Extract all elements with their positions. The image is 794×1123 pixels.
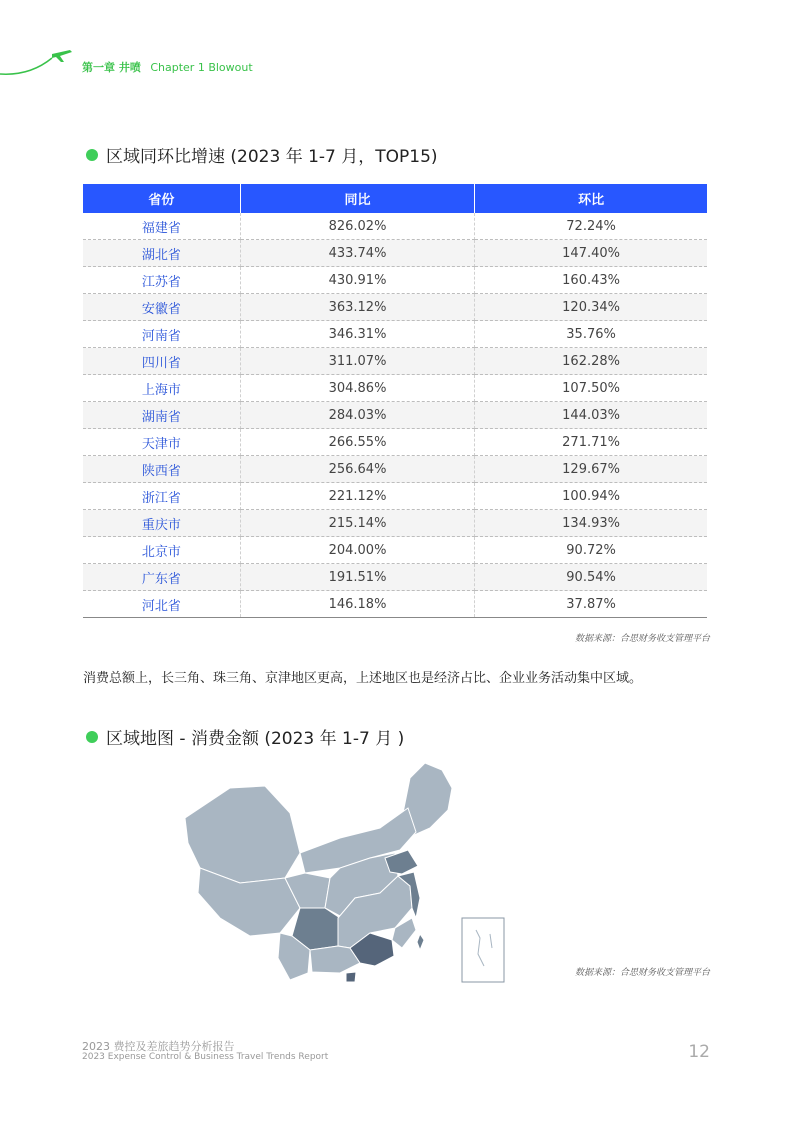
section-title-map-text: 区域地图 - 消费金额 (2023 年 1-7 月 )	[106, 729, 405, 749]
province-cell: 江苏省	[83, 267, 240, 294]
province-cell: 陕西省	[83, 456, 240, 483]
province-cell: 重庆市	[83, 510, 240, 537]
mom-cell: 120.34%	[475, 294, 707, 321]
column-header: 同比	[240, 184, 474, 213]
province-cell: 安徽省	[83, 294, 240, 321]
yoy-cell: 256.64%	[240, 456, 474, 483]
footer-title-cn: 2023 费控及差旅趋势分析报告	[82, 1040, 235, 1053]
chapter-title-cn: 第一章 井喷	[82, 61, 141, 74]
province-cell: 天津市	[83, 429, 240, 456]
province-cell: 湖北省	[83, 240, 240, 267]
map-south-sea-islands	[476, 930, 492, 966]
table-row	[83, 564, 707, 591]
yoy-cell: 215.14%	[240, 510, 474, 537]
mom-cell: 90.72%	[475, 537, 707, 564]
chapter-header	[82, 59, 253, 75]
yoy-cell: 346.31%	[240, 321, 474, 348]
yoy-cell: 221.12%	[240, 483, 474, 510]
section-title-growth	[86, 142, 438, 167]
province-cell: 湖南省	[83, 402, 240, 429]
map-data-source-note: 数据来源：合思财务收支管理平台	[574, 968, 710, 978]
table-row	[83, 294, 707, 321]
yoy-cell: 191.51%	[240, 564, 474, 591]
table-row	[83, 240, 707, 267]
summary-paragraph: 消费总额上，长三角、珠三角、京津地区更高，上述地区也是经济占比、企业业务活动集中区域。	[83, 671, 643, 686]
table-row	[83, 375, 707, 402]
table-row	[83, 537, 707, 564]
growth-table	[83, 184, 707, 618]
section-title-map	[86, 724, 404, 749]
china-region-map	[180, 758, 510, 988]
table-row	[83, 591, 707, 618]
province-cell: 浙江省	[83, 483, 240, 510]
table-row	[83, 456, 707, 483]
yoy-cell: 430.91%	[240, 267, 474, 294]
data-source-note: 数据来源：合思财务收支管理平台	[574, 634, 710, 644]
table-row	[83, 483, 707, 510]
table-row	[83, 267, 707, 294]
mom-cell: 160.43%	[475, 267, 707, 294]
mom-cell: 100.94%	[475, 483, 707, 510]
table-body	[83, 213, 707, 618]
province-cell: 河北省	[83, 591, 240, 618]
map-hainan	[346, 972, 356, 982]
table-row	[83, 429, 707, 456]
mom-cell: 37.87%	[475, 591, 707, 618]
mom-cell: 107.50%	[475, 375, 707, 402]
province-cell: 广东省	[83, 564, 240, 591]
column-header: 省份	[83, 184, 240, 213]
footer-title-en: 2023 Expense Control & Business Travel Trends Report	[82, 1052, 329, 1062]
mom-cell: 147.40%	[475, 240, 707, 267]
page-number: 12	[688, 1042, 710, 1062]
province-cell: 上海市	[83, 375, 240, 402]
yoy-cell: 284.03%	[240, 402, 474, 429]
yoy-cell: 363.12%	[240, 294, 474, 321]
airplane-swoosh-icon	[0, 40, 80, 80]
table-row	[83, 213, 707, 240]
yoy-cell: 266.55%	[240, 429, 474, 456]
mom-cell: 129.67%	[475, 456, 707, 483]
yoy-cell: 146.18%	[240, 591, 474, 618]
mom-cell: 271.71%	[475, 429, 707, 456]
yoy-cell: 204.00%	[240, 537, 474, 564]
chapter-title-en: Chapter 1 Blowout	[150, 61, 253, 74]
province-cell: 北京市	[83, 537, 240, 564]
section-title-growth-text: 区域同环比增速 (2023 年 1-7 月，TOP15)	[106, 147, 438, 167]
province-cell: 四川省	[83, 348, 240, 375]
province-cell: 福建省	[83, 213, 240, 240]
mom-cell: 144.03%	[475, 402, 707, 429]
bullet-dot-icon	[86, 149, 98, 161]
mom-cell: 72.24%	[475, 213, 707, 240]
mom-cell: 35.76%	[475, 321, 707, 348]
mom-cell: 162.28%	[475, 348, 707, 375]
table-row	[83, 402, 707, 429]
table-row	[83, 348, 707, 375]
map-taiwan	[417, 934, 424, 950]
yoy-cell: 433.74%	[240, 240, 474, 267]
yoy-cell: 826.02%	[240, 213, 474, 240]
yoy-cell: 311.07%	[240, 348, 474, 375]
mom-cell: 90.54%	[475, 564, 707, 591]
table-row	[83, 321, 707, 348]
table-row	[83, 510, 707, 537]
yoy-cell: 304.86%	[240, 375, 474, 402]
mom-cell: 134.93%	[475, 510, 707, 537]
column-header: 环比	[475, 184, 707, 213]
bullet-dot-icon	[86, 731, 98, 743]
map-south-sea-inset	[462, 918, 504, 982]
table-header-row	[83, 184, 707, 213]
province-cell: 河南省	[83, 321, 240, 348]
